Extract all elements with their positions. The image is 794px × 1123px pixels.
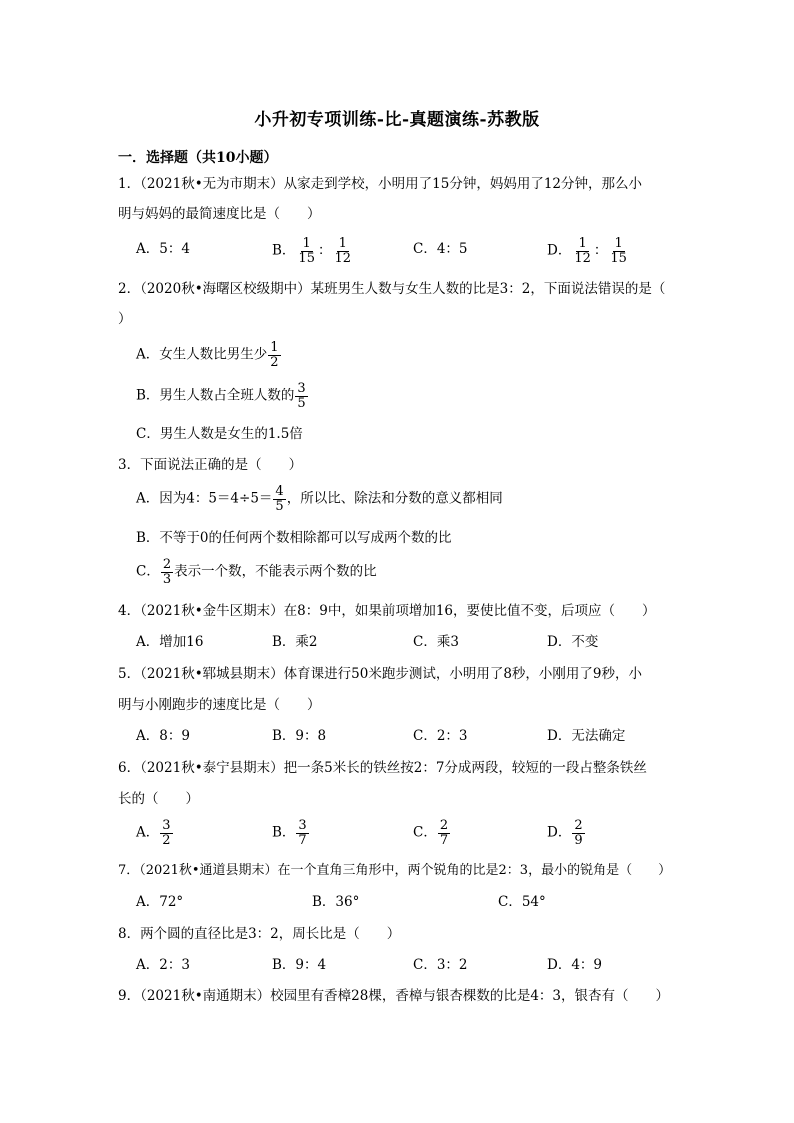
q6-option-a: A． $\frac{3}{2}$ <box>136 818 171 848</box>
q3-option-c: C． $\frac{2}{3}$ 表示一个数，不能表示两个数的比 <box>136 557 377 587</box>
fraction: $\frac{2}{7}$ <box>439 818 449 848</box>
question-6-line2: 长的（ ） <box>118 791 199 807</box>
fraction: $\frac{1}{12}$ <box>334 236 352 266</box>
section-heading: 一．选择题（共10小题） <box>118 150 278 166</box>
question-1-line1: 1．（2021秋•无为市期末）从家走到学校，小明用了15分钟，妈妈用了12分钟，那么小 <box>118 176 643 192</box>
question-1-line2: 明与妈妈的最简速度比是（ ） <box>118 206 321 222</box>
q3-option-b: B．不等于0的任何两个数相除都可以写成两个数的比 <box>136 530 452 546</box>
q5-option-b: B．9：8 <box>272 728 327 744</box>
q4-option-c: C．乘3 <box>413 634 459 650</box>
fraction: $\frac{3}{2}$ <box>162 818 171 848</box>
fraction: $\frac{2}{9}$ <box>574 818 583 848</box>
question-5-line2: 明与小刚跑步的速度比是（ ） <box>118 697 321 713</box>
q8-option-d: D．4：9 <box>547 957 603 973</box>
fraction: $\frac{1}{12}$ <box>574 236 591 266</box>
fraction: $\frac{4}{5}$ <box>275 484 284 514</box>
fraction: $\frac{1}{15}$ <box>298 236 315 266</box>
question-3-line1: 3．下面说法正确的是（ ） <box>118 457 303 473</box>
page-title: 小升初专项训练-比-真题演练-苏教版 <box>254 110 540 130</box>
q8-option-a: A．2：3 <box>136 957 190 973</box>
fraction: $\frac{1}{2}$ <box>270 340 279 370</box>
question-7-line1: 7．（2021秋•通道县期末）在一个直角三角形中，两个锐角的比是2：3，最小的锐角是（ ） <box>118 863 672 878</box>
question-9-line1: 9．（2021秋•南通期末）校园里有香樟28棵，香樟与银杏棵数的比是4：3，银杏有（ ） <box>118 988 670 1004</box>
q6-option-b: B． $\frac{3}{7}$ <box>272 818 307 848</box>
q2-option-a: A．女生人数比男生少 $\frac{1}{2}$ <box>136 340 279 370</box>
q6-option-d: D． $\frac{2}{9}$ <box>547 818 583 848</box>
q4-option-d: D．不变 <box>547 634 599 650</box>
question-8-line1: 8．两个圆的直径比是3：2，周长比是（ ） <box>118 926 401 942</box>
q5-option-a: A．8：9 <box>136 728 190 744</box>
q7-option-b: B．36° <box>312 894 360 910</box>
q1-option-c: C．4：5 <box>413 241 468 257</box>
q4-option-b: B．乘2 <box>272 634 318 650</box>
fraction: $\frac{2}{3}$ <box>162 557 172 587</box>
fraction: $\frac{3}{7}$ <box>298 818 307 848</box>
fraction: $\frac{3}{5}$ <box>297 381 306 411</box>
q1-option-a: A．5：4 <box>136 241 190 257</box>
q5-option-c: C．2：3 <box>413 728 468 744</box>
question-5-line1: 5．（2021秋•郓城县期末）体育课进行50米跑步测试，小明用了8秒，小刚用了9秒，小 <box>118 666 643 682</box>
question-2-line1: 2．（2020秋•海曙区校级期中）某班男生人数与女生人数的比是3：2，下面说法错误的是（ <box>118 281 666 297</box>
q8-option-c: C．3：2 <box>413 957 468 973</box>
question-4-line1: 4．（2021秋•金牛区期末）在8：9中，如果前项增加16，要使比值不变，后项应（ ） <box>118 603 656 619</box>
q4-option-a: A．增加16 <box>136 634 204 650</box>
q6-option-c: C． $\frac{2}{7}$ <box>413 818 449 848</box>
q1-option-b: B． $\frac{1}{15}$ ： $\frac{1}{12}$ <box>272 236 352 266</box>
q8-option-b: B．9：4 <box>272 957 327 973</box>
q2-option-b: B．男生人数占全班人数的 $\frac{3}{5}$ <box>136 381 306 411</box>
q7-option-a: A．72° <box>136 894 184 910</box>
q2-option-c: C．男生人数是女生的1.5倍 <box>136 426 303 442</box>
q7-option-c: C．54° <box>498 894 546 910</box>
q1-option-d: D． $\frac{1}{12}$ ： $\frac{1}{15}$ <box>547 236 627 266</box>
fraction: $\frac{1}{15}$ <box>610 236 627 266</box>
question-6-line1: 6．（2021秋•泰宁县期末）把一条5米长的铁丝按2：7分成两段，较短的一段占整条铁丝 <box>118 760 647 776</box>
q3-option-a: A．因为4：5＝4÷5＝ $\frac{4}{5}$ ，所以比、除法和分数的意义都相同 <box>136 484 503 514</box>
question-2-line2: ） <box>118 311 132 327</box>
q5-option-d: D．无法确定 <box>547 728 626 744</box>
